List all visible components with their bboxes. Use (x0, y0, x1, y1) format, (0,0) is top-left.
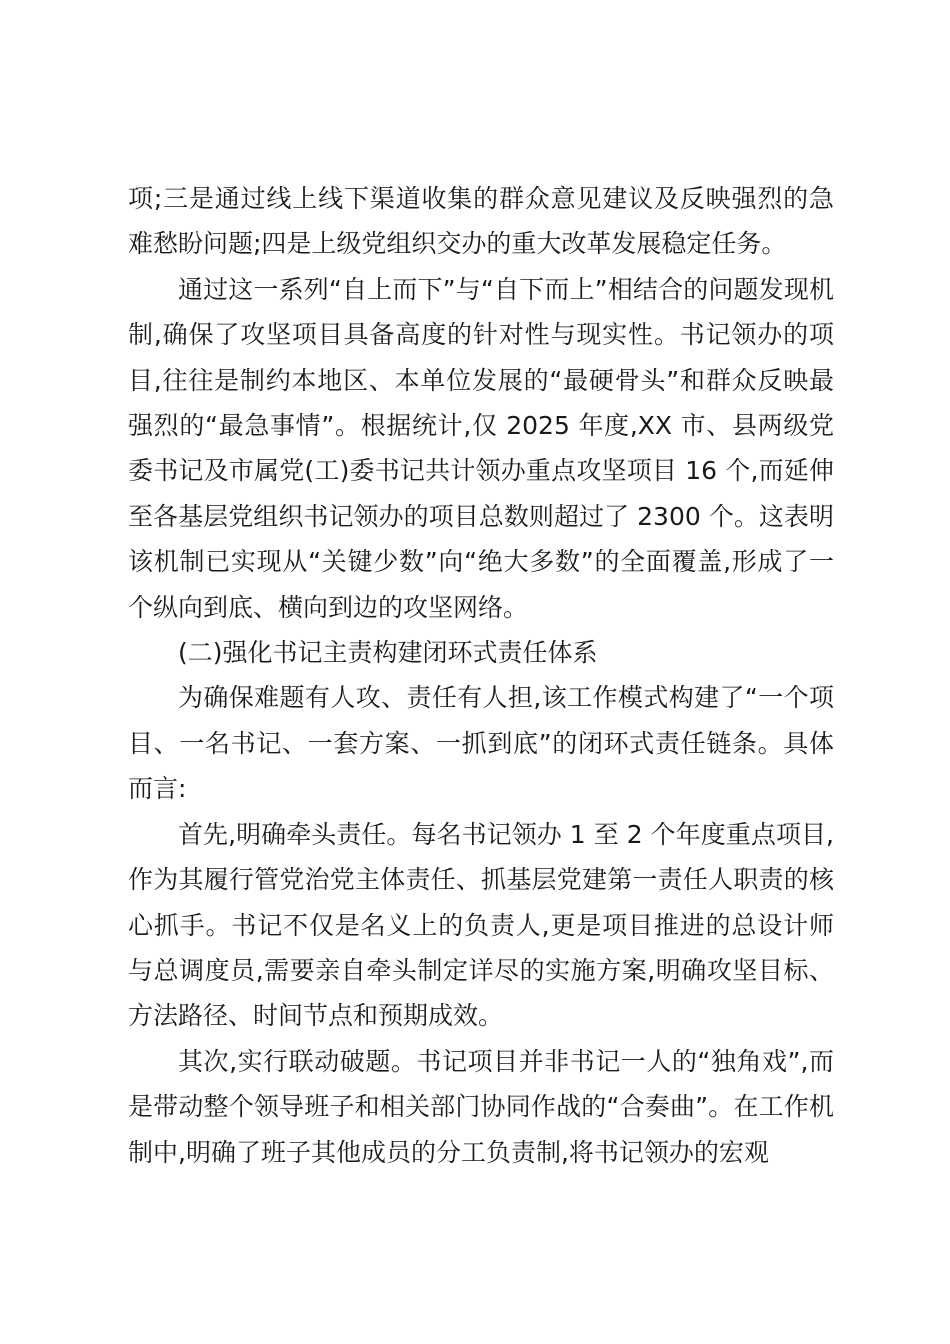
paragraph-continuation: 项;三是通过线上线下渠道收集的群众意见建议及反映强烈的急难愁盼问题;四是上级党组织交办的重大改革发展稳定任务。 (128, 184, 834, 259)
paragraph-joint-action: 其次,实行联动破题。书记项目并非书记一人的“独角戏”,而是带动整个领导班子和相关部门协同作战的“合奏曲”。在工作机制中,明确了班子其他成员的分工负责制,将书记领办的宏观 (128, 1046, 834, 1167)
section-heading: (二)强化书记主责构建闭环式责任体系 (178, 638, 598, 668)
document-page (128, 176, 834, 1175)
paragraph-problem-mechanism: 通过这一系列“自上而下”与“自下而上”相结合的问题发现机制,确保了攻坚项目具备高度的针对性与现实性。书记领办的项目,往往是制约本地区、本单位发展的“最硬骨头”和群众反映最强烈的“最急事情”。根据统计,仅 2025 年度,XX 市、县两级党委书记及市属党(工)委书记共计领办重点攻坚项目 16 个,而延伸至各基层党组织书记领办的项目总数则超过了 2300 个。这表明该机制已实现从“关键少数”向“绝大多数”的全面覆盖,形成了一个纵向到底、横向到边的攻坚网络。 (128, 274, 834, 622)
paragraph-responsibility-chain: 为确保难题有人攻、责任有人担,该工作模式构建了“一个项目、一名书记、一套方案、一抓到底”的闭环式责任链条。具体而言: (128, 683, 834, 804)
paragraph-lead-responsibility: 首先,明确牵头责任。每名书记领办 1 至 2 个年度重点项目,作为其履行管党治党主体责任、抓基层党建第一责任人职责的核心抓手。书记不仅是名义上的负责人,更是项目推进的总设计师与总调度员,需要亲自牵头制定详尽的实施方案,明确攻坚目标、方法路径、时间节点和预期成效。 (128, 819, 834, 1031)
